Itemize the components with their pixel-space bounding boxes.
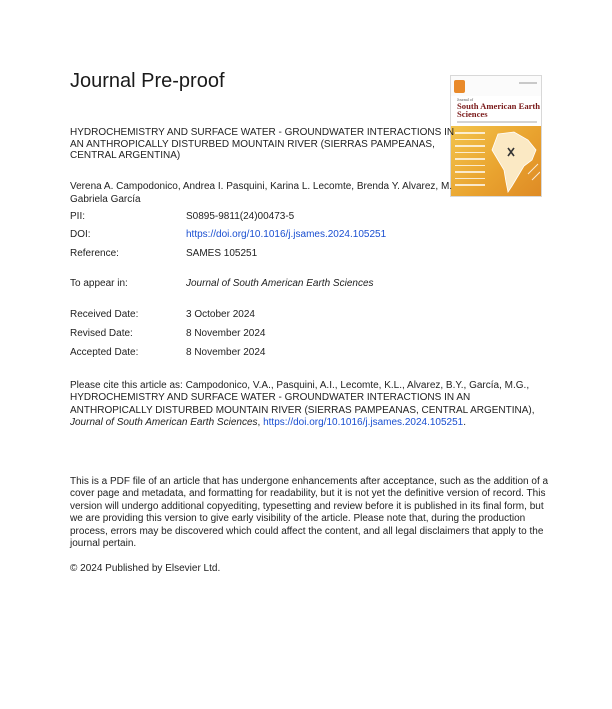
page-heading: Journal Pre-proof xyxy=(70,70,225,92)
accepted-date-label: Accepted Date: xyxy=(70,347,139,358)
reference-label: Reference: xyxy=(70,248,119,259)
doi-link[interactable]: https://doi.org/10.1016/j.jsames.2024.105251 xyxy=(186,229,387,240)
cover-volume-line xyxy=(519,82,537,84)
citation-suffix: . xyxy=(463,417,467,429)
appear-in-label: To appear in: xyxy=(70,278,128,289)
received-date-label: Received Date: xyxy=(70,309,139,320)
preproof-notice: This is a PDF file of an article that has undergone enhancements after acceptance, such as the addition of a cover page and metadata, and formatting for readability, but it is not yet the definitive version of record. This version will undergo additional copyediting, typesetting and review before it is published in its final form, but we are providing this version to give early visibility of the article. Please note that, during the production process, errors may be discovered which could affect the content, and all legal disclaimers that apply to the journal pertain. xyxy=(70,476,549,550)
citation-paragraph xyxy=(70,380,550,430)
publisher-logo-icon xyxy=(454,80,465,93)
revised-date-label: Revised Date: xyxy=(70,328,133,339)
cover-subtitle-line xyxy=(457,121,537,123)
accepted-date-value: 8 November 2024 xyxy=(186,347,266,358)
cover-journal-title: South American Earth Sciences xyxy=(457,101,541,119)
article-authors: Verena A. Campodonico, Andrea I. Pasquini, Karina L. Lecomte, Brenda Y. Alvarez, M. Gabriela García xyxy=(70,181,453,205)
pii-value: S0895-9811(24)00473-5 xyxy=(186,211,295,222)
citation-text: Please cite this article as: Campodonico, V.A., Pasquini, A.I., Lecomte, K.L., Alvarez, B.Y., García, M.G., HYDROCHEMISTRY AND SURFACE WATER - GROUNDWATER INTERACTIONS IN AN ANTHROPICALLY DISTURBED MOUNTAIN RIVER (SIERRAS PAMPEANAS, CENTRAL ARGENTINA), xyxy=(70,380,535,416)
copyright-notice: © 2024 Published by Elsevier Ltd. xyxy=(70,563,221,574)
citation-journal: Journal of South American Earth Sciences xyxy=(70,417,258,429)
revised-date-value: 8 November 2024 xyxy=(186,328,266,339)
south-america-map-icon xyxy=(484,130,540,194)
pii-label: PII: xyxy=(70,211,86,222)
reference-value: SAMES 105251 xyxy=(186,248,258,259)
citation-doi-link[interactable]: https://doi.org/10.1016/j.jsames.2024.105251 xyxy=(263,417,464,429)
doi-label: DOI: xyxy=(70,229,91,240)
article-title: HYDROCHEMISTRY AND SURFACE WATER - GROUNDWATER INTERACTIONS IN AN ANTHROPICALLY DISTURBED MOUNTAIN RIVER (SIERRAS PAMPEANAS, CENTRAL ARGENTINA) xyxy=(70,127,455,162)
cover-journal-small: Journal of xyxy=(457,97,474,102)
citation-separator: , xyxy=(257,417,264,429)
appear-in-journal: Journal of South American Earth Sciences xyxy=(186,278,374,289)
received-date-value: 3 October 2024 xyxy=(186,309,255,320)
